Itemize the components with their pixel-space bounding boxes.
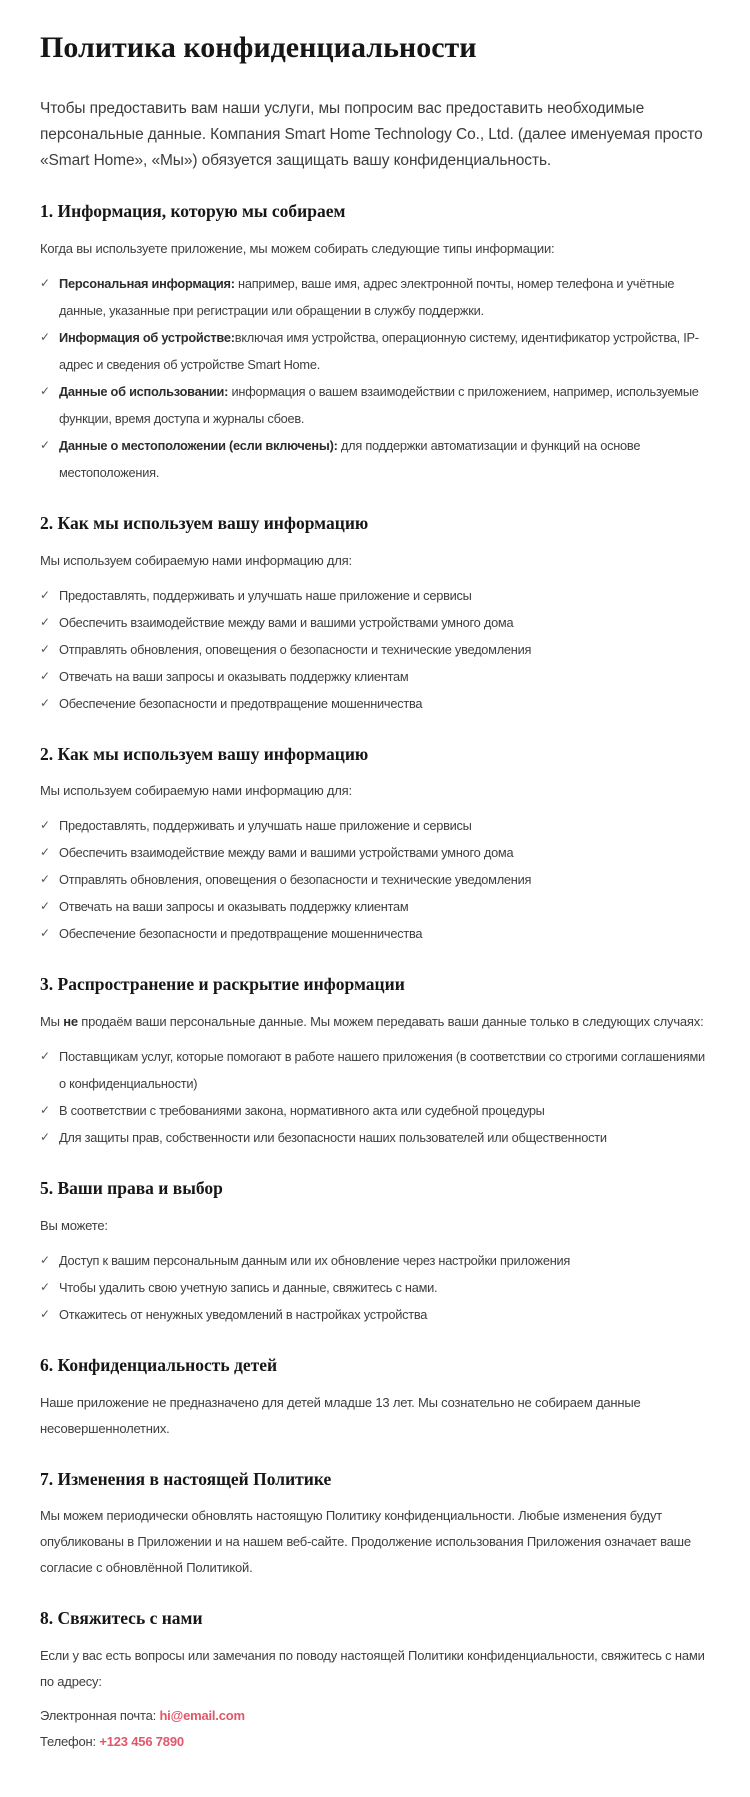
check-icon: ✓ bbox=[40, 275, 50, 290]
section-heading: 2. Как мы используем вашу информацию bbox=[40, 743, 369, 764]
email-link[interactable]: hi@email.com bbox=[159, 1708, 245, 1723]
section-your-rights bbox=[40, 1177, 715, 1328]
contact-phone-line bbox=[40, 1729, 715, 1755]
list-item-text: Откажитесь от ненужных уведомлений в настройках устройства bbox=[59, 1306, 428, 1322]
check-icon: ✓ bbox=[40, 1049, 50, 1063]
section-heading: 6. Конфиденциальность детей bbox=[40, 1354, 278, 1375]
section-heading: 3. Распространение и раскрытие информации bbox=[40, 974, 405, 995]
phone-label: Телефон: bbox=[40, 1734, 100, 1749]
list-item-text: Отправлять обновления, оповещения о безопасности и технические уведомления bbox=[59, 872, 532, 888]
list-item-text: Поставщикам услуг, которые помогают в работе нашего приложения (в соответствии со строгими соглашениями о конфиденциальности) bbox=[59, 1049, 705, 1091]
list-item-text: информация о вашем взаимодействии с приложением, например, используемые функции, время доступа и журналы сбоев. bbox=[59, 383, 699, 426]
section-paragraph bbox=[40, 1009, 715, 1035]
list-item-text: Доступ к вашим персональным данным или их обновление через настройки приложения bbox=[59, 1252, 571, 1268]
list-item-text: например, ваше имя, адрес электронной почты, номер телефона и учётные данные, указанные при регистрации или обращении в службу поддержки. bbox=[59, 275, 675, 318]
check-icon: ✓ bbox=[40, 926, 50, 941]
section-paragraph: Мы используем собираемую нами информацию для: bbox=[40, 783, 352, 799]
list-item bbox=[40, 636, 715, 663]
list-item-text: Обеспечить взаимодействие между вами и вашими устройствами умного дома bbox=[59, 845, 514, 861]
list-item-text: включая имя устройства, операционную систему, идентификатор устройства, IP-адрес и сведения об устройстве Smart Home. bbox=[59, 329, 699, 372]
check-icon: ✓ bbox=[40, 329, 50, 344]
section-paragraph: Наше приложение не предназначено для детей младше 13 лет. Мы сознательно не собираем данные несовершеннолетних. bbox=[40, 1394, 641, 1436]
section-how-we-use-info-duplicate bbox=[40, 743, 715, 948]
list-item bbox=[40, 893, 715, 920]
list-item bbox=[40, 663, 715, 690]
checklist bbox=[40, 1043, 715, 1151]
check-icon: ✓ bbox=[40, 641, 50, 656]
list-item-text: Отвечать на ваши запросы и оказывать поддержку клиентам bbox=[59, 899, 409, 915]
check-icon: ✓ bbox=[40, 587, 50, 602]
list-item bbox=[40, 839, 715, 866]
check-icon: ✓ bbox=[40, 668, 50, 683]
page-title: Политика конфиденциальности bbox=[40, 31, 477, 64]
list-item bbox=[40, 378, 715, 432]
checklist bbox=[40, 1247, 715, 1328]
paragraph-part: Мы bbox=[40, 1014, 64, 1029]
section-children-privacy bbox=[40, 1354, 715, 1442]
list-item bbox=[40, 270, 715, 324]
paragraph-part: продаём ваши персональные данные. Мы можем передавать ваши данные только в следующих случаях: bbox=[77, 1014, 704, 1029]
checklist bbox=[40, 812, 715, 947]
list-item bbox=[40, 812, 715, 839]
list-item bbox=[40, 1043, 715, 1097]
list-item-text: для поддержки автоматизации и функций на основе местоположения. bbox=[59, 437, 641, 480]
list-item bbox=[40, 920, 715, 947]
section-paragraph: Если у вас есть вопросы или замечания по поводу настоящей Политики конфиденциальности, свяжитесь с нами по адресу: bbox=[40, 1648, 705, 1689]
list-item-text: Отвечать на ваши запросы и оказывать поддержку клиентам bbox=[59, 668, 409, 684]
list-item bbox=[40, 1247, 715, 1274]
section-paragraph: Мы можем периодически обновлять настоящую Политику конфиденциальности. Любые изменения будут опубликованы в Приложении и на нашем веб-сайте. Продолжение использования Приложения означает ваше согласие с обновлённой Политикой. bbox=[40, 1508, 691, 1576]
checklist bbox=[40, 270, 715, 486]
contact-email-line bbox=[40, 1703, 715, 1729]
list-item-text: Обеспечение безопасности и предотвращение мошенничества bbox=[59, 695, 423, 711]
check-icon: ✓ bbox=[40, 1103, 50, 1117]
check-icon: ✓ bbox=[40, 1279, 50, 1294]
list-item bbox=[40, 690, 715, 717]
list-item-text: Предоставлять, поддерживать и улучшать наше приложение и сервисы bbox=[59, 587, 472, 603]
list-item bbox=[40, 609, 715, 636]
check-icon: ✓ bbox=[40, 845, 50, 860]
list-item-lead: Данные о местоположении (если включены): bbox=[59, 437, 338, 453]
phone-link[interactable]: +123 456 7890 bbox=[99, 1734, 184, 1749]
checklist bbox=[40, 582, 715, 717]
section-heading: 1. Информация, которую мы собираем bbox=[40, 201, 346, 221]
section-paragraph: Вы можете: bbox=[40, 1217, 108, 1233]
list-item-text: Обеспечить взаимодействие между вами и вашими устройствами умного дома bbox=[59, 614, 514, 630]
list-item bbox=[40, 866, 715, 893]
list-item bbox=[40, 1274, 715, 1301]
list-item-text: Отправлять обновления, оповещения о безопасности и технические уведомления bbox=[59, 641, 532, 657]
email-label: Электронная почта: bbox=[40, 1708, 160, 1723]
list-item-lead: Информация об устройстве: bbox=[59, 329, 235, 345]
check-icon: ✓ bbox=[40, 614, 50, 629]
check-icon: ✓ bbox=[40, 437, 50, 452]
check-icon: ✓ bbox=[40, 1306, 50, 1321]
check-icon: ✓ bbox=[40, 818, 50, 833]
list-item bbox=[40, 1097, 715, 1124]
check-icon: ✓ bbox=[40, 383, 50, 398]
intro-paragraph: Чтобы предоставить вам наши услуги, мы попросим вас предоставить необходимые персональные данные. Компания Smart Home Technology Co., Ltd. (далее именуемая просто «Smart Home», «Мы») обязуется защищать вашу конфиденциальность. bbox=[40, 100, 703, 169]
section-how-we-use-info bbox=[40, 512, 715, 717]
list-item bbox=[40, 432, 715, 486]
list-item bbox=[40, 1124, 715, 1151]
list-item-lead: Персональная информация: bbox=[59, 275, 235, 291]
list-item-text: Для защиты прав, собственности или безопасности наших пользователей или общественности bbox=[59, 1130, 607, 1145]
list-item-text: Чтобы удалить свою учетную запись и данные, свяжитесь с нами. bbox=[59, 1279, 438, 1295]
section-paragraph: Мы используем собираемую нами информацию для: bbox=[40, 552, 352, 568]
section-information-we-collect bbox=[40, 200, 715, 486]
list-item-lead: Данные об использовании: bbox=[59, 383, 229, 399]
section-heading: 2. Как мы используем вашу информацию bbox=[40, 512, 369, 533]
list-item bbox=[40, 1301, 715, 1328]
list-item bbox=[40, 582, 715, 609]
section-paragraph: Когда вы используете приложение, мы можем собирать следующие типы информации: bbox=[40, 240, 555, 256]
section-policy-changes bbox=[40, 1468, 715, 1582]
section-heading: 7. Изменения в настоящей Политике bbox=[40, 1468, 332, 1489]
check-icon: ✓ bbox=[40, 872, 50, 887]
section-sharing-disclosure bbox=[40, 973, 715, 1151]
check-icon: ✓ bbox=[40, 1252, 50, 1267]
section-contact-us bbox=[40, 1607, 715, 1755]
list-item-text: Предоставлять, поддерживать и улучшать наше приложение и сервисы bbox=[59, 818, 472, 834]
list-item-text: Обеспечение безопасности и предотвращение мошенничества bbox=[59, 926, 423, 942]
section-heading: 5. Ваши права и выбор bbox=[40, 1178, 223, 1198]
paragraph-bold: не bbox=[63, 1014, 78, 1029]
section-heading: 8. Свяжитесь с нами bbox=[40, 1608, 203, 1629]
check-icon: ✓ bbox=[40, 1130, 50, 1144]
list-item bbox=[40, 324, 715, 378]
list-item-text: В соответствии с требованиями закона, нормативного акта или судебной процедуры bbox=[59, 1103, 545, 1118]
check-icon: ✓ bbox=[40, 899, 50, 914]
check-icon: ✓ bbox=[40, 695, 50, 710]
